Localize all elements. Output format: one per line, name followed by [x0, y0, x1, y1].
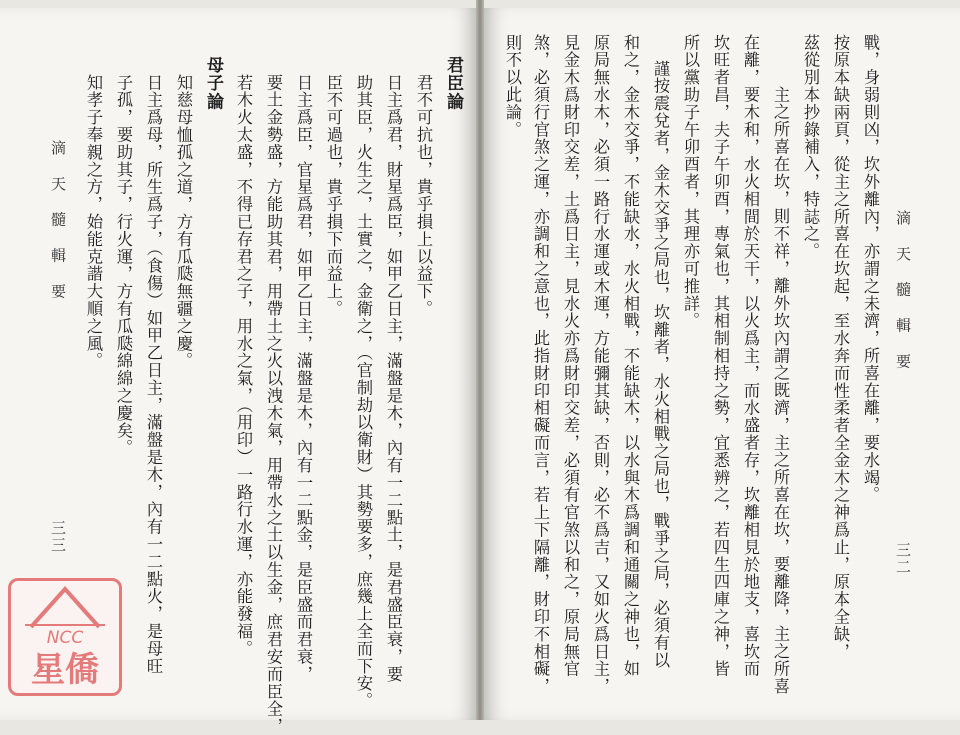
text-column: 原局無水木，必須一路行水運或木運，方能彌其缺，否則，必不爲吉，又如火爲日主， — [591, 34, 610, 696]
text-column: 則不以此論。 — [503, 34, 522, 139]
text-column: 主之所喜在坎，則不祥，離外坎內謂之既濟，主之所喜在坎，要離降，主之所喜 — [771, 86, 790, 695]
text-column: 要土金勢盛，方能助其君，用帶土之火以洩木氣，用帶水之土以生金，庶君安而臣全， — [264, 74, 283, 735]
text-column: 君不可抗也，貴乎損上以益下。 — [414, 74, 433, 318]
stamp-name: 星僑 — [31, 650, 99, 690]
text-column: 知孝子奉親之方，始能克諧大順之風。 — [84, 74, 103, 370]
section-heading: 君臣論 — [443, 56, 463, 111]
publisher-stamp — [8, 578, 122, 696]
text-column: 所以黨助子午卯酉者，其理亦可推詳。 — [681, 34, 700, 330]
stamp-logo-icon — [11, 581, 119, 693]
text-column: 見金木爲財印交差，土爲日主，見水火亦爲財印交差，必須有官煞以和之，原局無官 — [561, 34, 580, 678]
text-column: 子孤，要助其子，行火運，方有瓜瓞綿綿之慶矣。 — [114, 74, 133, 457]
text-column: 臣不可過也，貴乎損下而益上。 — [324, 74, 343, 318]
text-column: 坎旺者昌，夫子午卯酉，專氣也，其相制相持之勢，宜悉辨之，若四生四庫之神，皆 — [711, 34, 730, 678]
page-number-left: 三三 — [49, 520, 67, 554]
text-column: 若木火太盛，不得已存君之子，用水之氣，（用印）一路行水運，亦能發福。 — [234, 74, 253, 658]
text-column: 日主爲君，財星爲臣，如甲乙日主，滿盤是木，內有一二點土，是君盛臣衰，要 — [384, 74, 403, 683]
page-number-right: 三二 — [894, 542, 912, 576]
text-column: 日主爲臣，官星爲君，如甲乙日主，滿盤是木，內有一二點金，是臣盛而君衰， — [294, 74, 313, 683]
running-head-left: 滴 天 髓 輯 要 — [49, 140, 67, 307]
stamp-logo-text: NCC — [46, 628, 84, 648]
running-head-right: 滴 天 髓 輯 要 — [894, 210, 912, 377]
text-column: 知慈母恤孤之道，方有瓜瓞無疆之慶。 — [174, 74, 193, 370]
text-column: 茲從別本抄錄補入，特誌之。 — [801, 34, 820, 261]
text-column: 日主爲母，所生爲子，（食傷）如甲乙日主，滿盤是木，內有一二點火，是母旺 — [144, 74, 163, 675]
text-column: 在離，要木和，水火相間於天干，以火爲主，而水盛者存，坎離相見於地支，喜坎而 — [741, 34, 760, 678]
text-column: 戰，身弱則凶，坎外離內，亦謂之未濟，所喜在離，要水竭。 — [861, 34, 880, 504]
text-column: 按原本缺兩頁，從主之所喜在坎起，至水奔而性柔者全金木之神爲止，原本全缺， — [831, 34, 850, 661]
book-gutter — [476, 0, 484, 720]
section-heading: 母子論 — [203, 56, 223, 111]
text-column: 謹按震兌者，金木交爭之局也，坎離者，水火相戰之局也，戰爭之局，必須有以 — [651, 60, 670, 669]
text-column: 煞，必須行官煞之運，亦調和之意也，此指財印相礙而言，若上下隔離，財印不相礙， — [531, 34, 550, 696]
text-column: 助其臣，火生之，土實之，金衛之，（官制劫以衛財）其勢要多，庶幾上全而下安。 — [354, 74, 373, 710]
text-column: 和之，金木交爭，不能缺水，水火相戰，不能缺木，以水與木爲調和通關之神也，如 — [621, 34, 640, 678]
